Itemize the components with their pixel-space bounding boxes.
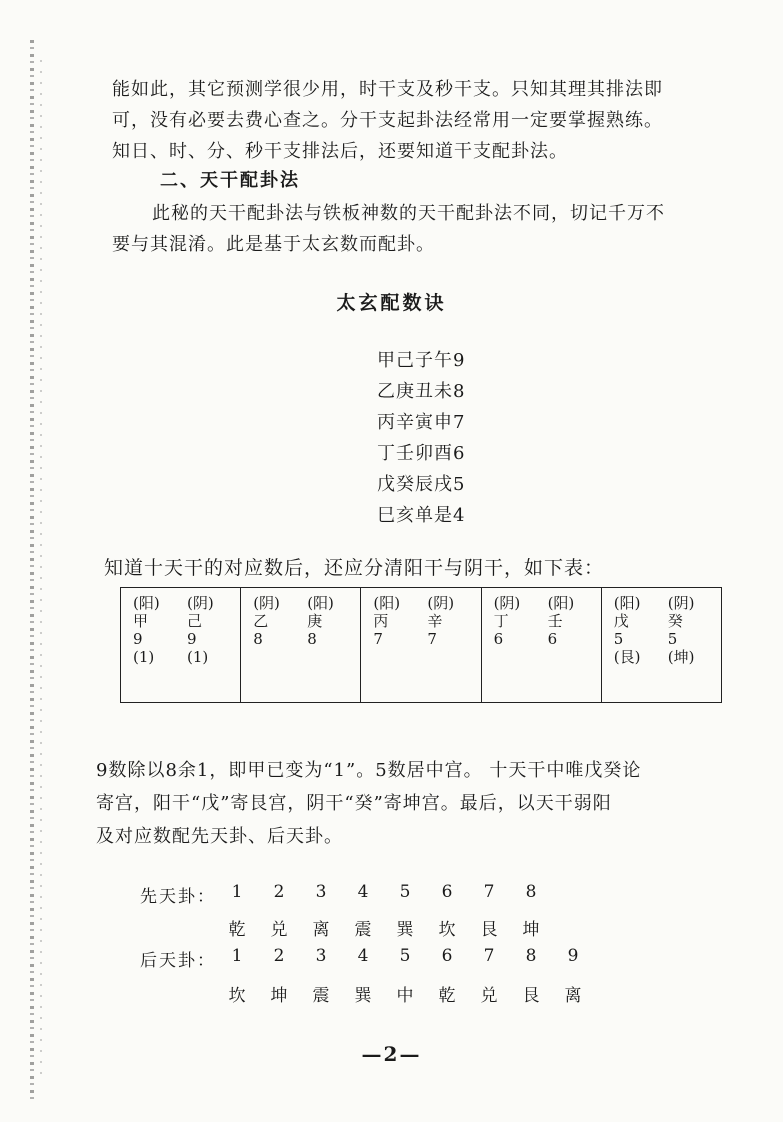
- verse-line: 甲己子午9: [377, 350, 466, 371]
- stem-table: [120, 587, 722, 703]
- gua-number: 7: [483, 882, 495, 902]
- polarity-label: (阴): [493, 594, 521, 612]
- polarity-label: (阴): [427, 594, 455, 612]
- verse-line: 丙辛寅申7: [377, 412, 466, 433]
- trigram: 艮: [480, 920, 498, 940]
- stem-char: 戊: [613, 612, 629, 630]
- gua-number: 2: [273, 882, 285, 902]
- rule-line: 及对应数配先天卦、后天卦。: [96, 826, 343, 847]
- polarity-label: (阳): [307, 594, 334, 612]
- gua-number: 4: [357, 946, 369, 966]
- gua-number: 3: [315, 946, 327, 966]
- stem-number: 5: [667, 630, 678, 648]
- polarity-label: (阴): [667, 594, 695, 612]
- intro-line: 可，没有必要去费心查之。分干支起卦法经常用一定要掌握熟练。: [112, 110, 663, 131]
- stem-number: 6: [493, 630, 504, 648]
- trigram: 坤: [522, 920, 540, 940]
- stem-number: 8: [253, 630, 263, 648]
- gua-number: 3: [315, 882, 327, 902]
- stem-char: 癸: [667, 612, 683, 630]
- stem-number: 5: [613, 630, 624, 648]
- intro-line: 知日、时、分、秒干支排法后，还要知道干支配卦法。: [112, 141, 568, 162]
- verse-line: 戊癸辰戌5: [377, 474, 466, 495]
- gua-number: 8: [525, 882, 537, 902]
- table-row: [121, 588, 722, 703]
- gua-number: 8: [525, 946, 537, 966]
- stem-char: 乙: [253, 612, 269, 630]
- section-line: 要与其混淆。此是基于太玄数而配卦。: [112, 234, 435, 255]
- stem-number: 8: [307, 630, 317, 648]
- trigram: 离: [564, 986, 582, 1006]
- stem-char: 壬: [547, 612, 563, 630]
- stem-cell: [601, 588, 721, 703]
- stem-char: 辛: [427, 612, 443, 630]
- stem-cell: [361, 588, 481, 703]
- polarity-label: (阳): [613, 594, 641, 612]
- stem-extra: (1): [133, 648, 155, 666]
- trigram: 坎: [438, 920, 456, 940]
- gua-number: 9: [567, 946, 579, 966]
- gua-number: 6: [441, 882, 453, 902]
- stem-cell: [481, 588, 601, 703]
- gua-number: 5: [399, 882, 411, 902]
- trigram: 震: [312, 986, 330, 1006]
- xiantian-label: 先天卦：: [140, 887, 216, 907]
- stem-char: 丁: [493, 612, 509, 630]
- stem-char: 庚: [307, 612, 323, 630]
- trigram: 乾: [228, 920, 246, 940]
- polarity-label: (阴): [187, 594, 214, 612]
- trigram: 离: [312, 920, 330, 940]
- verse-line: 丁壬卯酉6: [377, 443, 466, 464]
- verse-title: 太玄配数诀: [336, 292, 447, 314]
- verse-line: 乙庚丑未8: [377, 381, 466, 402]
- stem-number: 9: [133, 630, 143, 648]
- trigram: 巽: [396, 920, 414, 940]
- stem-char: 甲: [133, 612, 149, 630]
- rule-line: 9数除以8余1，即甲已变为“1”。5数居中宫。 十天干中唯戊癸论: [96, 760, 642, 781]
- stem-number: 6: [547, 630, 558, 648]
- houtian-label: 后天卦：: [140, 951, 216, 971]
- intro-paragraph: [112, 74, 752, 167]
- polarity-label: (阳): [373, 594, 401, 612]
- trigram: 兑: [480, 986, 498, 1006]
- trigram: 坎: [228, 986, 246, 1006]
- trigram: 坤: [270, 986, 288, 1006]
- section-heading: 二、天干配卦法: [160, 170, 300, 191]
- gua-number: 7: [483, 946, 495, 966]
- stem-number: 9: [187, 630, 197, 648]
- stem-number: 7: [373, 630, 383, 648]
- trigram: 巽: [354, 986, 372, 1006]
- rule-paragraph: [96, 754, 756, 853]
- polarity-label: (阳): [133, 594, 160, 612]
- stem-extra: (坤): [667, 648, 695, 666]
- stem-cell: [241, 588, 361, 703]
- trigram: 艮: [522, 986, 540, 1006]
- gua-number: 5: [399, 946, 411, 966]
- intro-line: 能如此，其它预测学很少用，时干支及秒干支。只知其理其排法即: [112, 79, 663, 100]
- page-number: —2—: [361, 1042, 422, 1066]
- polarity-label: (阳): [547, 594, 575, 612]
- stem-number: 7: [427, 630, 437, 648]
- trigram: 兑: [270, 920, 288, 940]
- gua-number: 6: [441, 946, 453, 966]
- section-paragraph: [112, 198, 752, 260]
- table-intro: 知道十天干的对应数后，还应分清阳干与阴干，如下表：: [104, 557, 605, 579]
- rule-line: 寄宫，阳干“戊”寄艮宫，阴干“癸”寄坤宫。最后，以天干弱阳: [96, 793, 612, 814]
- binding-edge-inner: [40, 60, 42, 1080]
- stem-extra: (艮): [613, 648, 641, 666]
- gua-number: 2: [273, 946, 285, 966]
- section-line: 此秘的天干配卦法与铁板神数的天干配卦法不同，切记千万不: [152, 203, 665, 224]
- polarity-label: (阴): [253, 594, 280, 612]
- binding-edge: [30, 40, 34, 1100]
- verse-line: 巳亥单是4: [377, 505, 466, 526]
- stem-char: 丙: [373, 612, 389, 630]
- trigram: 震: [354, 920, 372, 940]
- verse-block: [377, 345, 465, 531]
- stem-extra: (1): [187, 648, 209, 666]
- gua-number: 1: [231, 946, 243, 966]
- trigram: 中: [396, 986, 414, 1006]
- gua-number: 4: [357, 882, 369, 902]
- gua-number: 1: [231, 882, 243, 902]
- stem-cell: [121, 588, 241, 703]
- stem-char: 己: [187, 612, 203, 630]
- trigram: 乾: [438, 986, 456, 1006]
